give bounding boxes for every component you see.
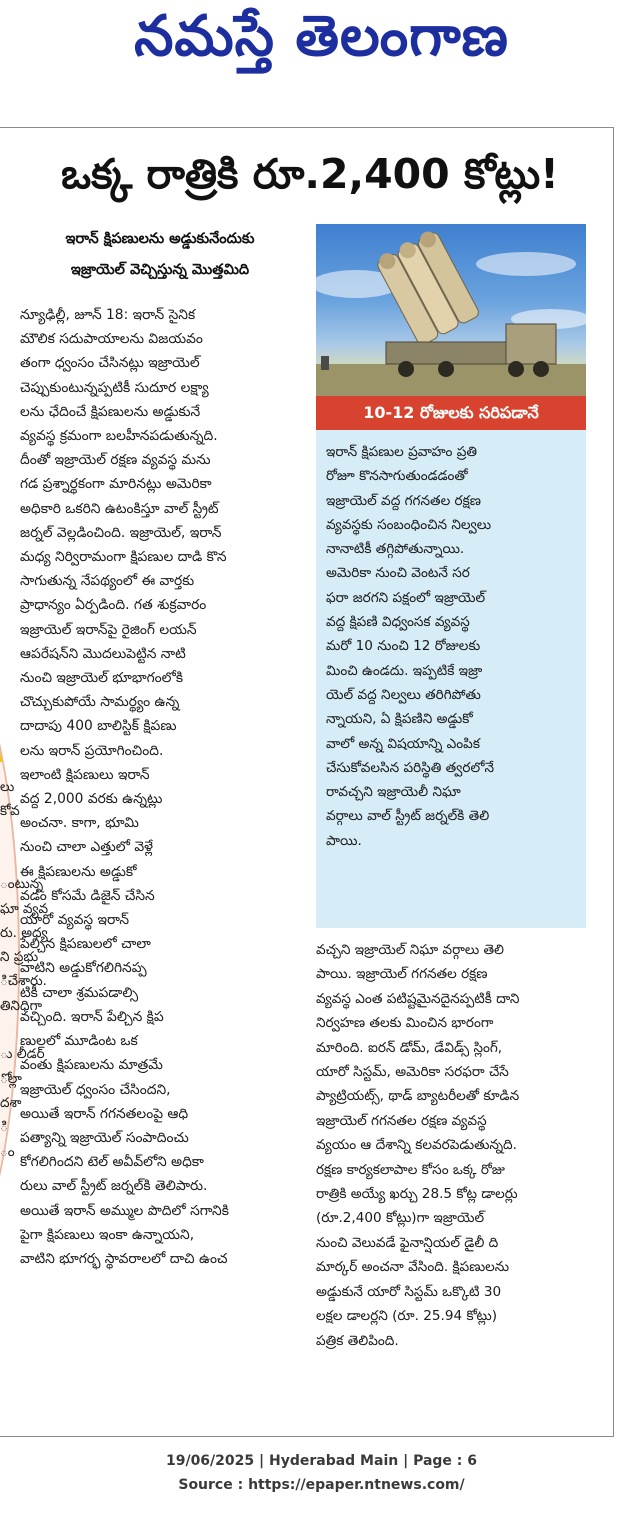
sidebox-line: ఇజ్రాయెల్ వద్ద గగనతల రక్షణ (326, 492, 481, 509)
left-column-line: పత్యాన్ని ఇజ్రాయెల్ సంపాదించు (20, 1129, 189, 1146)
right-column-line: ప్యాట్రియట్స్, థాడ్ బ్యాటరీలతో కూడిన (316, 1088, 520, 1105)
sidebox-line: వాలో అన్న విషయాన్ని ఎంపిక (326, 735, 480, 752)
deck-line: ఇజ్రాయెల్ వెచ్చిస్తున్న మొత్తమిది (70, 262, 250, 278)
adjacent-fragment: ని ప్రభు (0, 949, 39, 966)
left-column-line: గడ ప్రశ్నార్థకంగా మారినట్లు అమెరికా (20, 476, 212, 493)
left-column-line: జర్నల్ వెల్లడించింది. ఇజ్రాయెల్, ఇరాన్ (20, 524, 222, 541)
launcher (374, 227, 556, 377)
sidebox-line: మరో 10 నుంచి 12 రోజులకు (326, 638, 481, 655)
adjacent-fragment: ంటున్న (0, 876, 44, 893)
footer (0, 1449, 643, 1497)
left-column-line: యారో వ్యవస్థ ఇరాన్ (20, 912, 130, 929)
left-column-line: ఇలాంటి క్షిపణులు ఇరాన్ (20, 766, 150, 783)
right-column-line: అడ్డుకునే యారో సిస్టమ్ ఒక్కొటి 30 (316, 1283, 502, 1300)
sidebox-line: న్నాయని, ఏ క్షిపణిని అడ్డుకో (326, 711, 473, 728)
adjacent-fragment: ం (0, 1143, 15, 1160)
adjacent-fragment: ిచేశారు. (0, 973, 47, 990)
left-column-line: లను ఇరాన్ ప్రయోగించింది. (20, 742, 164, 759)
left-column-line: పేల్చిన క్షిపణులలో చాలా (20, 936, 151, 953)
left-column-line: ఈ క్షిపణులను అడ్డుకో (20, 863, 137, 880)
left-column (20, 303, 300, 1271)
right-column-line: పాయి. ఇజ్రాయెల్ గగనతల రక్షణ (316, 966, 488, 983)
adjacent-fragment: ి (0, 1119, 8, 1136)
left-column-line: మధ్య నిర్విరామంగా క్షిపణుల దాడి కొన (20, 549, 227, 566)
left-column-line: వాటిని భూగర్భ స్థావరాలలో దాచి ఉంచ (20, 1250, 228, 1267)
right-column-line: నుంచి వెలువడే ఫైనాన్షియల్ డైలీ ది (316, 1234, 499, 1251)
left-column-line: మౌలిక సదుపాయాలను విజయవం (20, 331, 203, 348)
right-column-line: మార్కర్ అంచనా వేసింది. క్షిపణులను (316, 1259, 510, 1276)
left-column-line: వడం కోసమే డిజైన్ చేసిన (20, 887, 155, 904)
left-column-line: వాటిని అడ్డుకోగలిగినప్ప (20, 960, 147, 977)
right-column-line: వచ్చని ఇజ్రాయెల్ నిఘా వర్గాలు తెలి (316, 942, 505, 958)
right-column-line: (రూ.2,400 కోట్లు)గా ఇజ్రాయెల్ (316, 1210, 485, 1227)
right-column-line: వ్యవస్థ ఎంత పటిష్టమైనదైనప్పటికీ దాని (316, 990, 520, 1007)
right-column-line: యారో సిస్టమ్, అమెరికా సరఫరా చేసే (316, 1064, 509, 1081)
left-column-line: ఇజ్రాయెల్ ధ్వంసం చేసిందని, (20, 1081, 171, 1098)
adjacent-fragment: తినిధిగా (0, 997, 42, 1014)
left-column-line: అంచనా. కాగా, భూమి (20, 815, 139, 832)
right-column-line: పత్రిక తెలిపింది. (316, 1332, 399, 1349)
sidebox-line: వర్గాలు వాల్ స్ట్రీట్ జర్నల్‌కి తెలి (326, 808, 490, 825)
right-column-line: నిర్వహణ తలకు మించిన భారంగా (316, 1015, 494, 1032)
sidebox-line: పాయి. (326, 832, 362, 849)
sidebox-line: రావచ్చని ఇజ్రాయెలీ నిఘా (326, 784, 461, 801)
footer-source: Source : https://epaper.ntnews.com/ (178, 1477, 465, 1493)
adjacent-fragment: ు లీడర్ (0, 1046, 45, 1063)
soldier-figure (321, 356, 329, 370)
left-column-line: అయితే ఇరాన్ అమ్ముల పొదిలో సగానికి (20, 1202, 229, 1219)
sidebar-box (316, 430, 586, 928)
left-column-line: వ్యవస్థ క్రమంగా బలహీనపడుతున్నది. (20, 428, 218, 445)
left-column-line: అధికారి ఒకరిని ఉటంకిస్తూ వాల్ స్ట్రీట్ (20, 500, 219, 517)
left-column-line: పైగా క్షిపణులు ఇంకా ఉన్నాయని, (20, 1226, 195, 1243)
left-column-line: తంగా ధ్వంసం చేసినట్లు ఇజ్రాయెల్ (20, 355, 200, 372)
photo-caption: 10-12 రోజులకు సరిపడానే (316, 396, 586, 430)
adjacent-fragment: లు (0, 779, 15, 795)
headline: ఒక్క రాత్రికి రూ.2,400 కోట్లు! (61, 150, 559, 198)
adjacent-fragment: కోవ (0, 803, 20, 820)
newspaper-logo: నమస్తే తెలంగాణ (134, 4, 509, 69)
left-column-line: వద్ద 2,000 వరకు ఉన్నట్లు (20, 791, 163, 808)
left-column-line: నుంచి చాలా ఎత్తులో వెళ్లే (20, 839, 154, 856)
right-column-line: రాత్రికి అయ్యే ఖర్చు 28.5 కోట్ల డాలర్లు (316, 1186, 518, 1203)
left-column-line: సాగుతున్న నేపథ్యంలో ఈ వార్తకు (20, 573, 195, 590)
left-column-line: నుంచి ఇజ్రాయెల్ భూభాగంలోకి (20, 670, 184, 687)
left-column-line: వచ్చింది. ఇరాన్ పేల్చిన క్షిప (20, 1008, 164, 1025)
sidebox-line: మించి ఉండదు. ఇప్పటికే ఇజ్రా (326, 662, 483, 679)
left-column-line: ణులలో మూడింట ఒక (20, 1033, 138, 1050)
left-column-line: ఇజ్రాయెల్ ఇరాన్‌పై రైజింగ్ లయన్ (20, 621, 197, 638)
left-column-line: వంతు క్షిపణులను మాత్రమే (20, 1057, 163, 1074)
right-column-line: మారింది. ఐరన్ డోమ్, డేవిడ్స్ స్లింగ్, (316, 1039, 503, 1056)
adjacent-fragment: రు. అధ్య (0, 924, 48, 941)
sidebox-line: నానాటికీ తగ్గిపోతున్నాయి. (326, 541, 465, 558)
adjacent-fragment: ఘా వ్యవ (0, 900, 49, 917)
left-column-line: దీంతో ఇజ్రాయెల్ రక్షణ వ్యవస్థ మను (20, 452, 211, 469)
sidebox-line: ఇరాన్ క్షిపణుల ప్రవాహం ప్రతి (326, 444, 478, 460)
missile-launcher-illustration (316, 224, 586, 396)
left-column-line: న్యూఢిల్లీ, జూన్ 18: ఇరాన్ సైనిక (20, 307, 196, 323)
deck (20, 224, 300, 286)
deck-line: ఇరాన్ క్షిపణులను అడ్డుకునేందుకు (65, 231, 255, 247)
left-column-line: ప్రాధాన్యం ఏర్పడింది. గత శుక్రవారం (20, 597, 207, 614)
sidebox-line: యెల్ వద్ద నిల్వలు తరిగిపోతు (326, 686, 481, 703)
left-column-line: ఆపరేషన్‌ని మొదలుపెట్టిన నాటి (20, 645, 186, 662)
adjacent-fragment: ోల్లా (0, 1070, 22, 1087)
left-column-line: అయితే ఇరాన్ గగనతలంపై ఆధి (20, 1105, 189, 1122)
sidebox-line: వద్ద క్షిపణి విధ్వంసక వ్యవస్థ (326, 614, 470, 631)
left-column-line: లను ఛేదించే క్షిపణులను అడ్డుకునే (20, 403, 201, 420)
left-column-line: దాదాపు 400 బాలిస్టిక్ క్షిపణు (20, 718, 177, 735)
left-column-line: చొచ్చుకుపోయే సామర్థ్యం ఉన్న (20, 694, 180, 711)
sidebox-line: చేసుకోవలసిన పరిస్థితి త్వరలోనే (326, 759, 494, 776)
adjacent-highlight (0, 710, 4, 762)
right-column (316, 938, 594, 1353)
left-column-line: కోగలిగిందని టెల్ అవీవ్‌లోని అధికా (20, 1154, 204, 1171)
left-column-line: రులు వాల్ స్ట్రీట్ జర్నల్‌కి తెలిపారు. (20, 1178, 208, 1195)
sidebox-line: ఫరా జరగని పక్షంలో ఇజ్రాయెల్ (326, 589, 486, 606)
sidebox-line: అమెరికా నుంచి వెంటనే సర (326, 565, 470, 582)
right-column-line: ఇజ్రాయెల్ గగనతల రక్షణ వ్యవస్థ (316, 1112, 487, 1129)
adjacent-fragment: దశా (0, 1094, 22, 1111)
right-column-line: వ్యయం ఆ దేశాన్ని కలవరపెడుతున్నది. (316, 1137, 517, 1154)
right-column-line: లక్షల డాలర్లని (రూ. 25.94 కోట్లు) (316, 1308, 498, 1325)
missile-launcher-photo (316, 224, 586, 396)
sidebox-line: వ్యవస్థకు సంబంధించిన నిల్వలు (326, 516, 492, 533)
footer-date-edition: 19/06/2025 | Hyderabad Main | Page : 6 (165, 1453, 478, 1469)
masthead (0, 0, 643, 110)
left-column-line: చెప్పుకుంటున్నప్పటికీ సుదూర లక్ష్యా (20, 379, 209, 396)
left-column-line: టికీ చాలా శ్రమపడాల్సి (20, 984, 139, 1001)
right-column-line: రక్షణ కార్యకలాపాల కోసం ఒక్క రోజు (316, 1161, 505, 1178)
sidebox-line: రోజూ కొనసాగుతుండడంతో (326, 468, 468, 485)
